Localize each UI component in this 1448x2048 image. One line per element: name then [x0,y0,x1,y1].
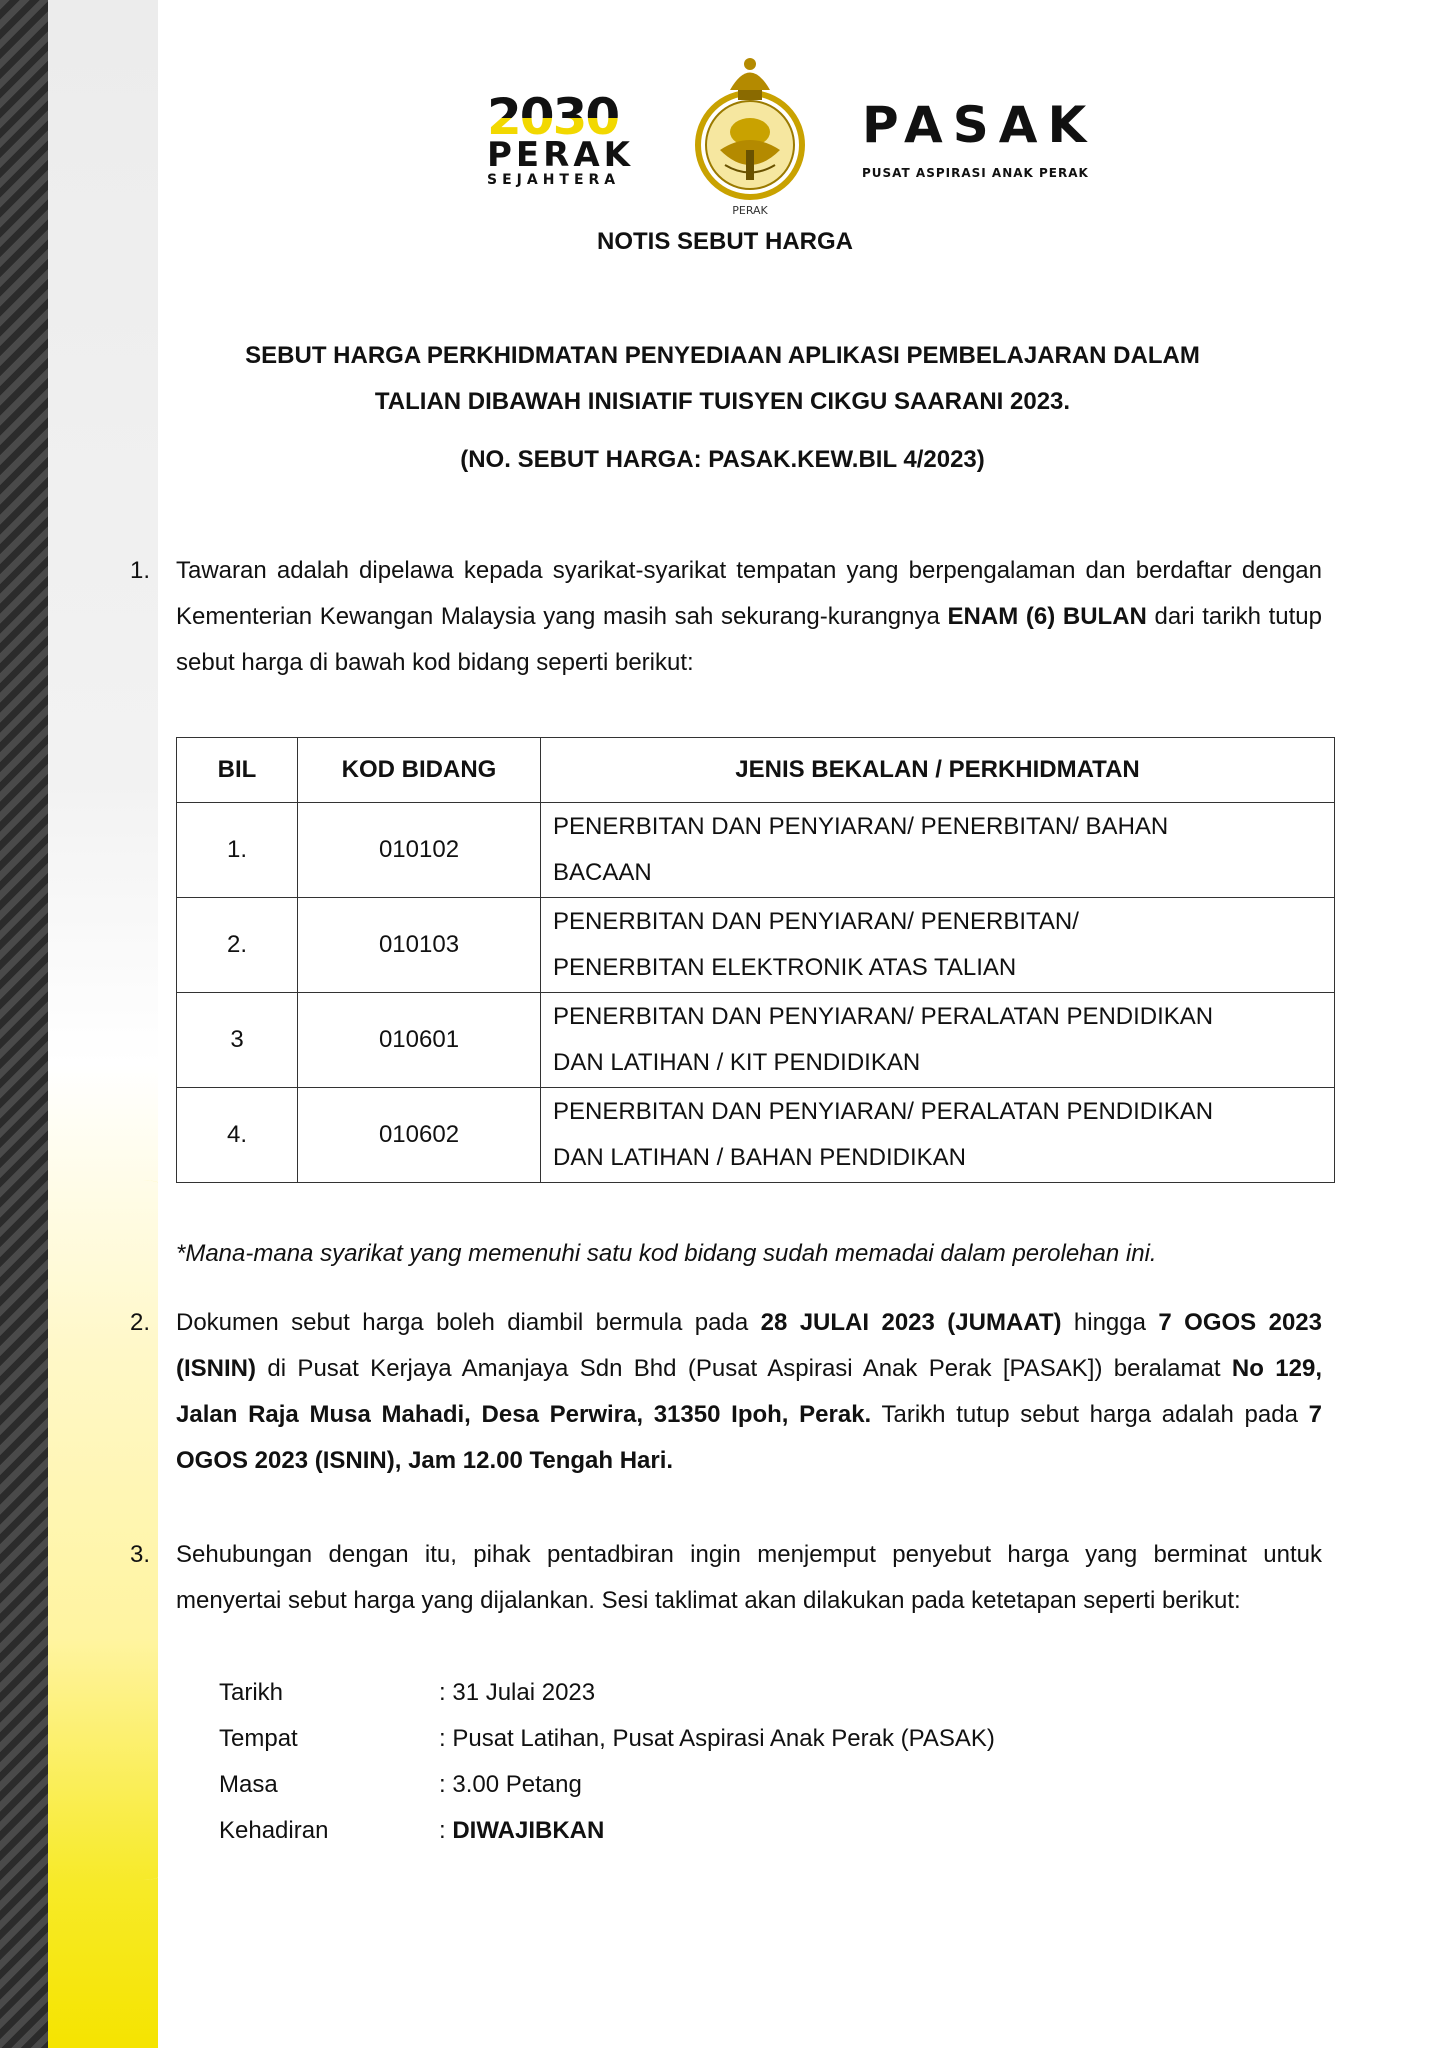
left-gradient-panel [48,0,158,2048]
cell-kod: 010103 [298,898,541,993]
perak-crest-icon [690,50,810,220]
jenis-line: PENERBITAN DAN PENYIARAN/ PERALATAN PENDIDIKAN [553,1003,1214,1030]
cell-bil: 3 [177,993,298,1088]
paragraph-text: Tawaran adalah dipelawa kepada syarikat-syarikat tempatan yang berpengalaman dan berdaftar dengan Kementerian Kewangan Malaysia yang masih sah sekurang-kurangnya [176,557,1322,630]
paragraph-1 [130,548,1322,686]
jenis-line: DAN LATIHAN / KIT PENDIDIKAN [553,1049,921,1076]
pasak-logo [862,98,1122,180]
paragraph-text: Sehubungan dengan itu, pihak pentadbiran ingin menjemput penyebut harga yang berminat untuk menyertai sebut harga yang dijalankan. Sesi taklimat akan dilakukan pada ketetapan seperti berikut: [176,1541,1322,1614]
cell-kod: 010102 [298,803,541,898]
paragraph-number: 3. [130,1541,151,1568]
paragraph-bold: ENAM (6) BULAN [947,603,1147,630]
logo-perak-text: PERAK [487,135,634,175]
paragraph-bold: 28 JULAI 2023 (JUMAAT) [760,1309,1062,1336]
cell-bil: 4. [177,1088,298,1183]
table-row [177,1088,1335,1183]
table-header-row [177,738,1335,803]
detail-label: Kehadiran [219,1817,329,1844]
jenis-line: PENERBITAN DAN PENYIARAN/ PERALATAN PENDIDIKAN [553,1098,1214,1125]
paragraph-bold: 7 OGOS 2023 (ISNIN), Jam 12.00 Tengah Hari. [176,1401,1322,1474]
detail-label: Tarikh [219,1679,284,1706]
cell-jenis [541,993,1335,1088]
perak-2030-logo [487,88,657,188]
detail-value: : Pusat Latihan, Pusat Aspirasi Anak Perak (PASAK) [439,1725,995,1752]
pasak-subtitle: PUSAT ASPIRASI ANAK PERAK [862,166,1089,180]
paragraph-2 [130,1300,1323,1484]
table-row [177,898,1335,993]
paragraph-bold: No 129, Jalan Raja Musa Mahadi, Desa Perwira, 31350 Ipoh, Perak. [176,1355,1323,1428]
cell-bil: 2. [177,898,298,993]
paragraph-text: hingga [1061,1309,1159,1336]
cell-kod: 010601 [298,993,541,1088]
detail-label: Masa [219,1771,278,1798]
paragraph-3 [130,1532,1322,1624]
logo-year: 2030 [487,92,657,142]
subtitle-line-1: SEBUT HARGA PERKHIDMATAN PENYEDIAAN APLIKASI PEMBELAJARAN DALAM [245,342,1200,369]
header-logos [480,50,1120,220]
document-title: NOTIS SEBUT HARGA [596,228,853,255]
paragraph-text: Tarikh tutup sebut harga adalah pada [871,1401,1309,1428]
cell-kod: 010602 [298,1088,541,1183]
header-bil: BIL [177,738,298,803]
table-note: *Mana-mana syarikat yang memenuhi satu kod bidang sudah memadai dalam perolehan ini. [176,1240,1157,1267]
left-stripe-decoration [0,0,48,2048]
jenis-line: DAN LATIHAN / BAHAN PENDIDIKAN [553,1144,966,1171]
table-row [177,803,1335,898]
detail-label: Tempat [219,1725,298,1752]
detail-value: : 31 Julai 2023 [439,1679,596,1706]
paragraph-number: 1. [130,557,151,584]
logo-tagline: SEJAHTERA [487,172,621,188]
subtitle-line-2: TALIAN DIBAWAH INISIATIF TUISYEN CIKGU SAARANI 2023. [374,388,1071,415]
detail-value: : DIWAJIBKAN [439,1817,605,1844]
paragraph-text: di Pusat Kerjaya Amanjaya Sdn Bhd (Pusat Aspirasi Anak Perak [PASAK]) beralamat [256,1355,1232,1382]
header-kod-bidang: KOD BIDANG [298,738,541,803]
cell-jenis [541,803,1335,898]
paragraph-bold: 7 OGOS 2023 (ISNIN) [176,1309,1322,1382]
reference-number: (NO. SEBUT HARGA: PASAK.KEW.BIL 4/2023) [460,446,985,473]
jenis-line: PENERBITAN DAN PENYIARAN/ PENERBITAN/ BAHAN [553,813,1169,840]
header-jenis: JENIS BEKALAN / PERKHIDMATAN [541,738,1335,803]
jenis-line: PENERBITAN ELEKTRONIK ATAS TALIAN [553,954,1017,981]
document-subtitle [175,333,1270,425]
cell-jenis [541,1088,1335,1183]
table-row [177,993,1335,1088]
jenis-line: PENERBITAN DAN PENYIARAN/ PENERBITAN/ [553,908,1079,935]
crest-text: PERAK [732,204,768,217]
kod-bidang-table [176,737,1335,1183]
cell-jenis [541,898,1335,993]
detail-value: : 3.00 Petang [439,1771,582,1798]
jenis-line: BACAAN [553,859,652,886]
cell-bil: 1. [177,803,298,898]
paragraph-text: dari tarikh tutup sebut harga di bawah kod bidang seperti berikut: [176,603,1322,676]
paragraph-number: 2. [130,1309,151,1336]
paragraph-text: Dokumen sebut harga boleh diambil bermula pada [176,1309,761,1336]
pasak-wordmark: PASAK [862,96,1097,154]
